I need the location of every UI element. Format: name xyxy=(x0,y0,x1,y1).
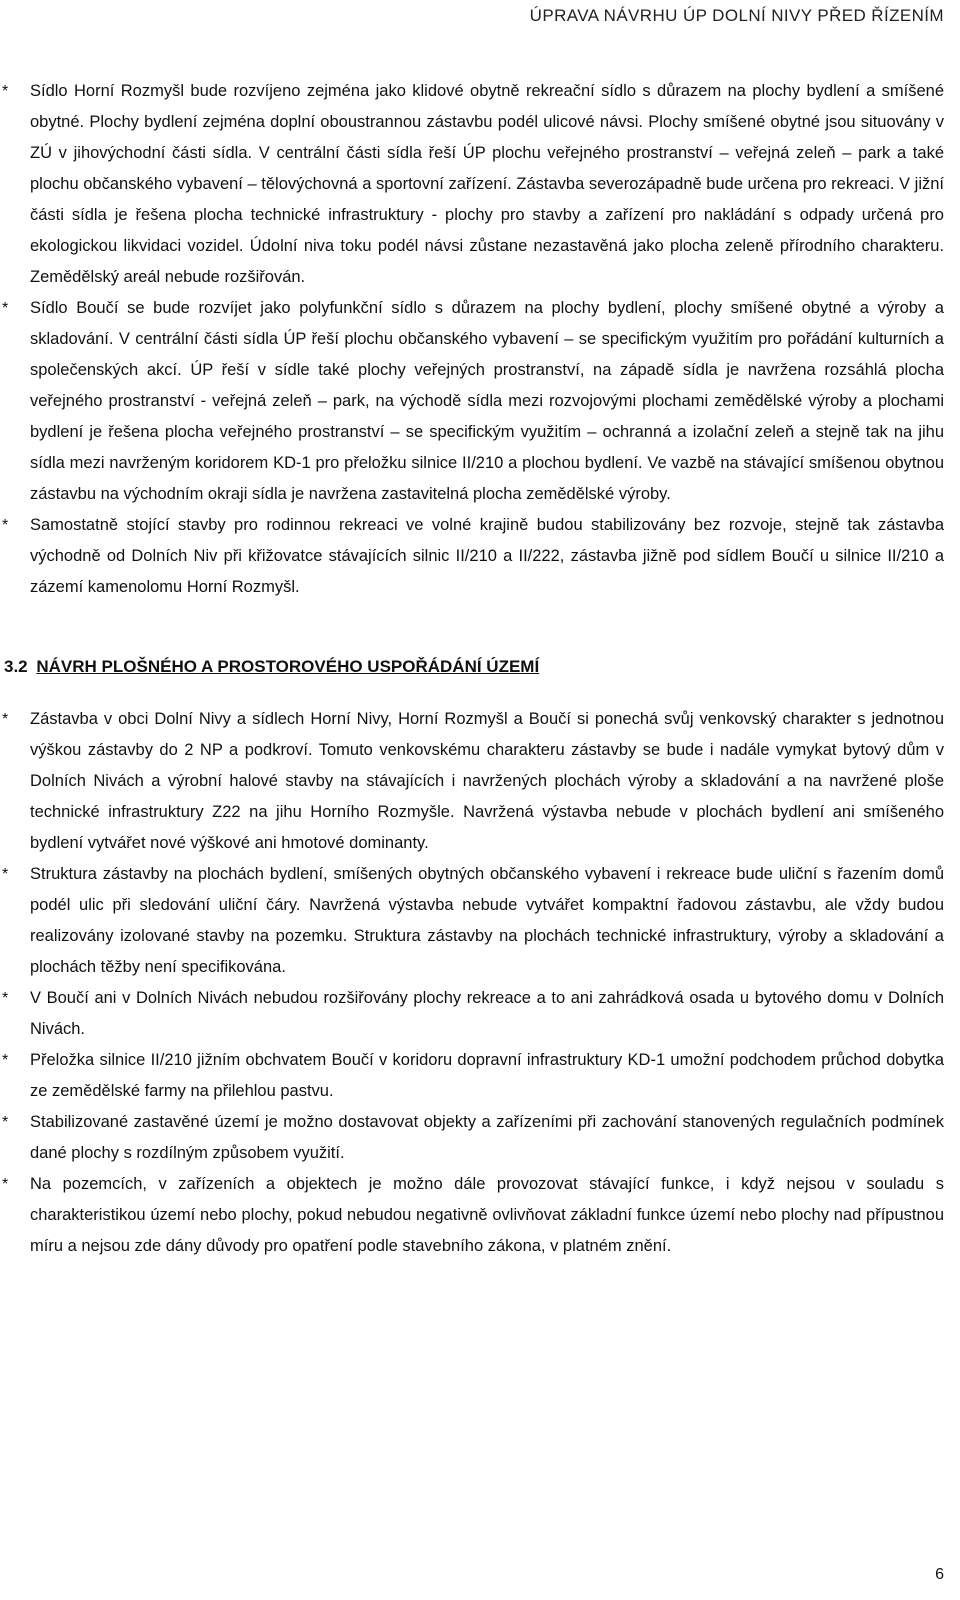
list-item xyxy=(0,983,944,1045)
list-item xyxy=(0,76,944,293)
list-item xyxy=(0,293,944,510)
list-item xyxy=(0,859,944,983)
page-number: 6 xyxy=(935,1566,944,1583)
paragraph-text: Zástavba v obci Dolní Nivy a sídlech Horní Nivy, Horní Rozmyšl a Boučí si ponechá svůj venkovský charakter s jednotnou výškou zástavby do 2 NP a podkroví. Tomuto venkovskému charakteru zástavby se bude i nadále vymykat bytový dům v Dolních Nivách a výrobní halové stavby na stávajících i navržených plochách výroby a skladování a na navržené ploše technické infrastruktury Z22 na jihu Horního Rozmyšle. Navržená výstavba nebude v plochách bydlení ani smíšeného bydlení vytvářet nové výškové ani hmotové dominanty. xyxy=(30,710,944,852)
asterisk-bullet-icon: * xyxy=(2,866,9,883)
paragraph-text: Stabilizované zastavěné území je možno dostavovat objekty a zařízeními při zachování stanovených regulačních podmínek dané plochy s rozdílným způsobem využití. xyxy=(30,1113,944,1162)
asterisk-bullet-icon: * xyxy=(2,1176,9,1193)
paragraph-text: Sídlo Boučí se bude rozvíjet jako polyfunkční sídlo s důrazem na plochy bydlení, plochy smíšené obytné a výroby a skladování. V centrální části sídla ÚP řeší plochu občanského vybavení – se specifickým využitím pro pořádání kulturních a společenských akcí. ÚP řeší v sídle také plochy veřejných prostranství, na západě sídla je navržena rozsáhlá plocha veřejného prostranství - veřejná zeleň – park, na východě sídla mezi rozvojovými plochami zemědělské výroby a plochami bydlení je řešena plocha veřejného prostranství – se specifickým využitím – ochranná a izolační zeleň a stejně tak na jihu sídla mezi navrženým koridorem KD-1 pro přeložku silnice II/210 a plochou bydlení. Ve vazbě na stávající smíšenou obytnou zástavbu na východním okraji sídla je navržena zastavitelná plocha zemědělské výroby. xyxy=(30,299,944,503)
paragraph-text: V Boučí ani v Dolních Nivách nebudou rozšiřovány plochy rekreace a to ani zahrádková osada u bytového domu v Dolních Nivách. xyxy=(30,989,944,1038)
section-title: NÁVRH PLOŠNÉHO A PROSTOROVÉHO USPOŘÁDÁNÍ ÚZEMÍ xyxy=(36,657,540,676)
list-item xyxy=(0,1169,944,1262)
asterisk-bullet-icon: * xyxy=(2,711,9,728)
asterisk-bullet-icon: * xyxy=(2,1114,9,1131)
asterisk-bullet-icon: * xyxy=(2,990,9,1007)
bullet-list-section xyxy=(0,704,944,1262)
paragraph-text: Struktura zástavby na plochách bydlení, smíšených obytných občanského vybavení i rekreace bude uliční s řazením domů podél ulic při sledování uliční čáry. Navržená výstavba nebude vytvářet kompaktní řadovou zástavbu, ale vždy budou realizovány izolované stavby na pozemku. Struktura zástavby na plochách technické infrastruktury, výroby a skladování a plochách těžby není specifikována. xyxy=(30,865,944,976)
list-item xyxy=(0,1107,944,1169)
paragraph-text: Samostatně stojící stavby pro rodinnou rekreaci ve volné krajině budou stabilizovány bez rozvoje, stejně tak zástavba východně od Dolních Niv při křižovatce stávajících silnic II/210 a II/222, zástavba jižně pod sídlem Boučí u silnice II/210 a zázemí kamenolomu Horní Rozmyšl. xyxy=(30,516,944,596)
asterisk-bullet-icon: * xyxy=(2,517,9,534)
asterisk-bullet-icon: * xyxy=(2,83,9,100)
list-item xyxy=(0,1045,944,1107)
section-number: 3.2 xyxy=(4,657,28,676)
paragraph-text: Přeložka silnice II/210 jižním obchvatem Boučí v koridoru dopravní infrastruktury KD-1 umožní podchodem průchod dobytka ze zemědělské farmy na přilehlou pastvu. xyxy=(30,1051,944,1100)
paragraph-text: Sídlo Horní Rozmyšl bude rozvíjeno zejména jako klidové obytně rekreační sídlo s důrazem na plochy bydlení a smíšené obytné. Plochy bydlení zejména doplní oboustrannou zástavbu podél ulicové návsi. Plochy smíšené obytné jsou situovány v ZÚ v jihovýchodní části sídla. V centrální části sídla řeší ÚP plochu veřejného prostranství – veřejná zeleň – park a také plochu občanského vybavení – tělovýchovná a sportovní zařízení. Zástavba severozápadně bude určena pro rekreaci. V jižní části sídla je řešena plocha technické infrastruktury - plochy pro stavby a zařízení pro nakládání s odpady určená pro ekologickou likvidaci vozidel. Údolní niva toku podél návsi zůstane nezastavěná jako plocha zeleně přírodního charakteru. Zemědělský areál nebude rozšiřován. xyxy=(30,82,944,286)
paragraph-text: Na pozemcích, v zařízeních a objektech je možno dále provozovat stávající funkce, i když nejsou v souladu s charakteristikou území nebo plochy, pokud nebudou negativně ovlivňovat základní funkce území nebo plochy nad přípustnou míru a nejsou zde dány důvody pro opatření podle stavebního zákona, v platném znění. xyxy=(30,1175,944,1255)
list-item xyxy=(0,704,944,859)
asterisk-bullet-icon: * xyxy=(2,1052,9,1069)
document-body xyxy=(0,76,944,1262)
running-header: ÚPRAVA NÁVRHU ÚP DOLNÍ NIVY PŘED ŘÍZENÍM xyxy=(529,6,944,25)
section-heading xyxy=(0,651,944,682)
list-item xyxy=(0,510,944,603)
bullet-list-top xyxy=(0,76,944,603)
asterisk-bullet-icon: * xyxy=(2,300,9,317)
